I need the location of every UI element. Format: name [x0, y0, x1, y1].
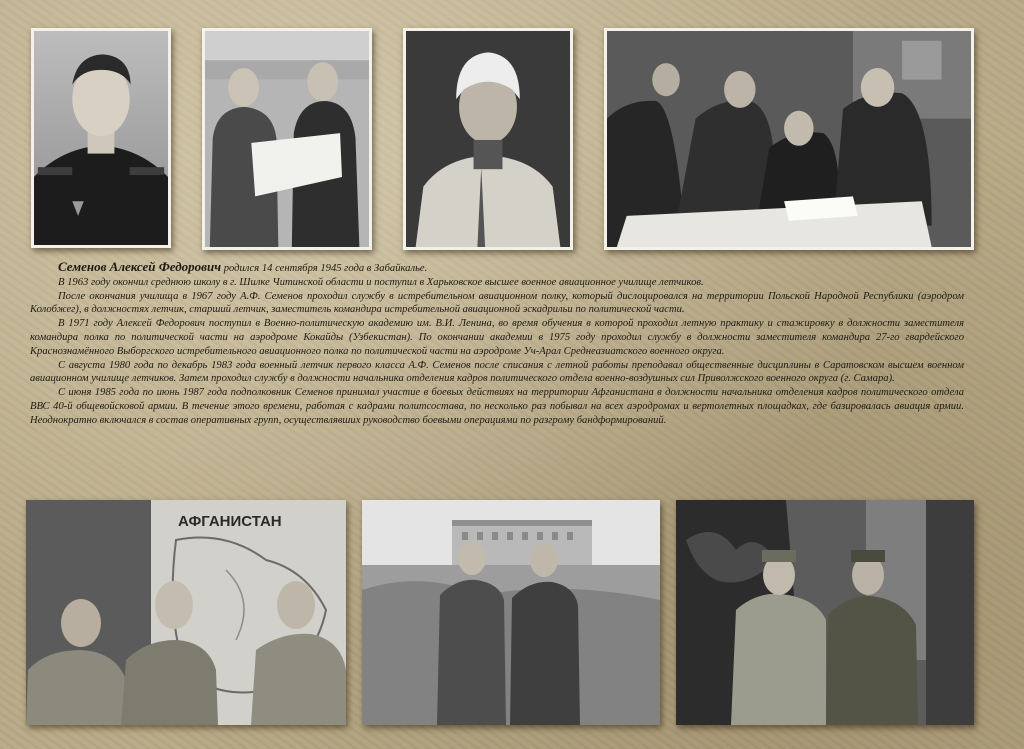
biography-first-paragraph	[30, 260, 964, 276]
two-officers-building-photo	[362, 500, 660, 725]
officers-at-table-photo	[604, 28, 974, 250]
paragraph-service-poland: После окончания училища в 1967 году А.Ф. Семенов проходил службу в истребительном авиационном полку, который дислоцировался на территории Польской Народной Республики (аэродром Колобжег), в должностях летчик, старший летчик, заместитель командира истребительной авиационной эскадрильи по политической части.	[30, 290, 964, 316]
portrait-photo	[31, 28, 171, 248]
paragraph-academy: В 1971 году Алексей Федорович поступил в Военно-политическую академию им. В.И. Ленина, во время обучения в которой проходил летную практику и стажировку в должности заместителя командира полка по политической части на аэродроме Кокайды (Узбекистан). По окончании академии в 1975 году проходил службу в должности заместителя командира 27-го гвардейского Краснознамённого Выборгского истребительного авиационного полка по политической части на аэродроме Уч-Арал Среднеазиатского военного округа.	[30, 318, 964, 357]
biography-text	[30, 260, 964, 428]
afghanistan-map-officers-photo	[26, 500, 346, 725]
officers-caps-photo	[676, 500, 974, 725]
paragraph-saratov: С августа 1980 года по декабрь 1983 года военный летчик первого класса А.Ф. Семенов после списания с летной работы преподавал общественные дисциплины в Саратовском высшем военном авиационном училище летчиков. Затем проходил службу в должности начальника отделения кадров политического отдела военно-воздушных сил Приволжского военного округа (г. Самара).	[30, 359, 964, 385]
map-caption: АФГАНИСТАН	[178, 513, 282, 530]
pilots-with-map-photo	[202, 28, 372, 250]
person-name: Семенов Алексей Федорович	[58, 259, 222, 274]
paragraph-afghanistan: С июня 1985 года по июнь 1987 года подполковник Семенов принимал участие в боевых действиях на территории Афганистана в должности начальника отделения кадров политического отдела ВВС 40-й общевойсковой армии. В течение этого времени, работая с кадрами политсостава, по несколько раз побывал на всех аэродромах и вертолетных площадках, где базировалась авиация армии. Неоднократно включался в состав оперативных групп, осуществлявших руководство боевыми операциями по разгрому бандформирований.	[30, 387, 964, 426]
pilot-helmet-photo	[403, 28, 573, 250]
birth-info: родился 14 сентября 1945 года в Забайкалье.	[223, 263, 428, 274]
paragraph-school: В 1963 году окончил среднюю школу в г. Шилке Читинской области и поступил в Харьковское высшее военное авиационное училище летчиков.	[58, 276, 704, 288]
